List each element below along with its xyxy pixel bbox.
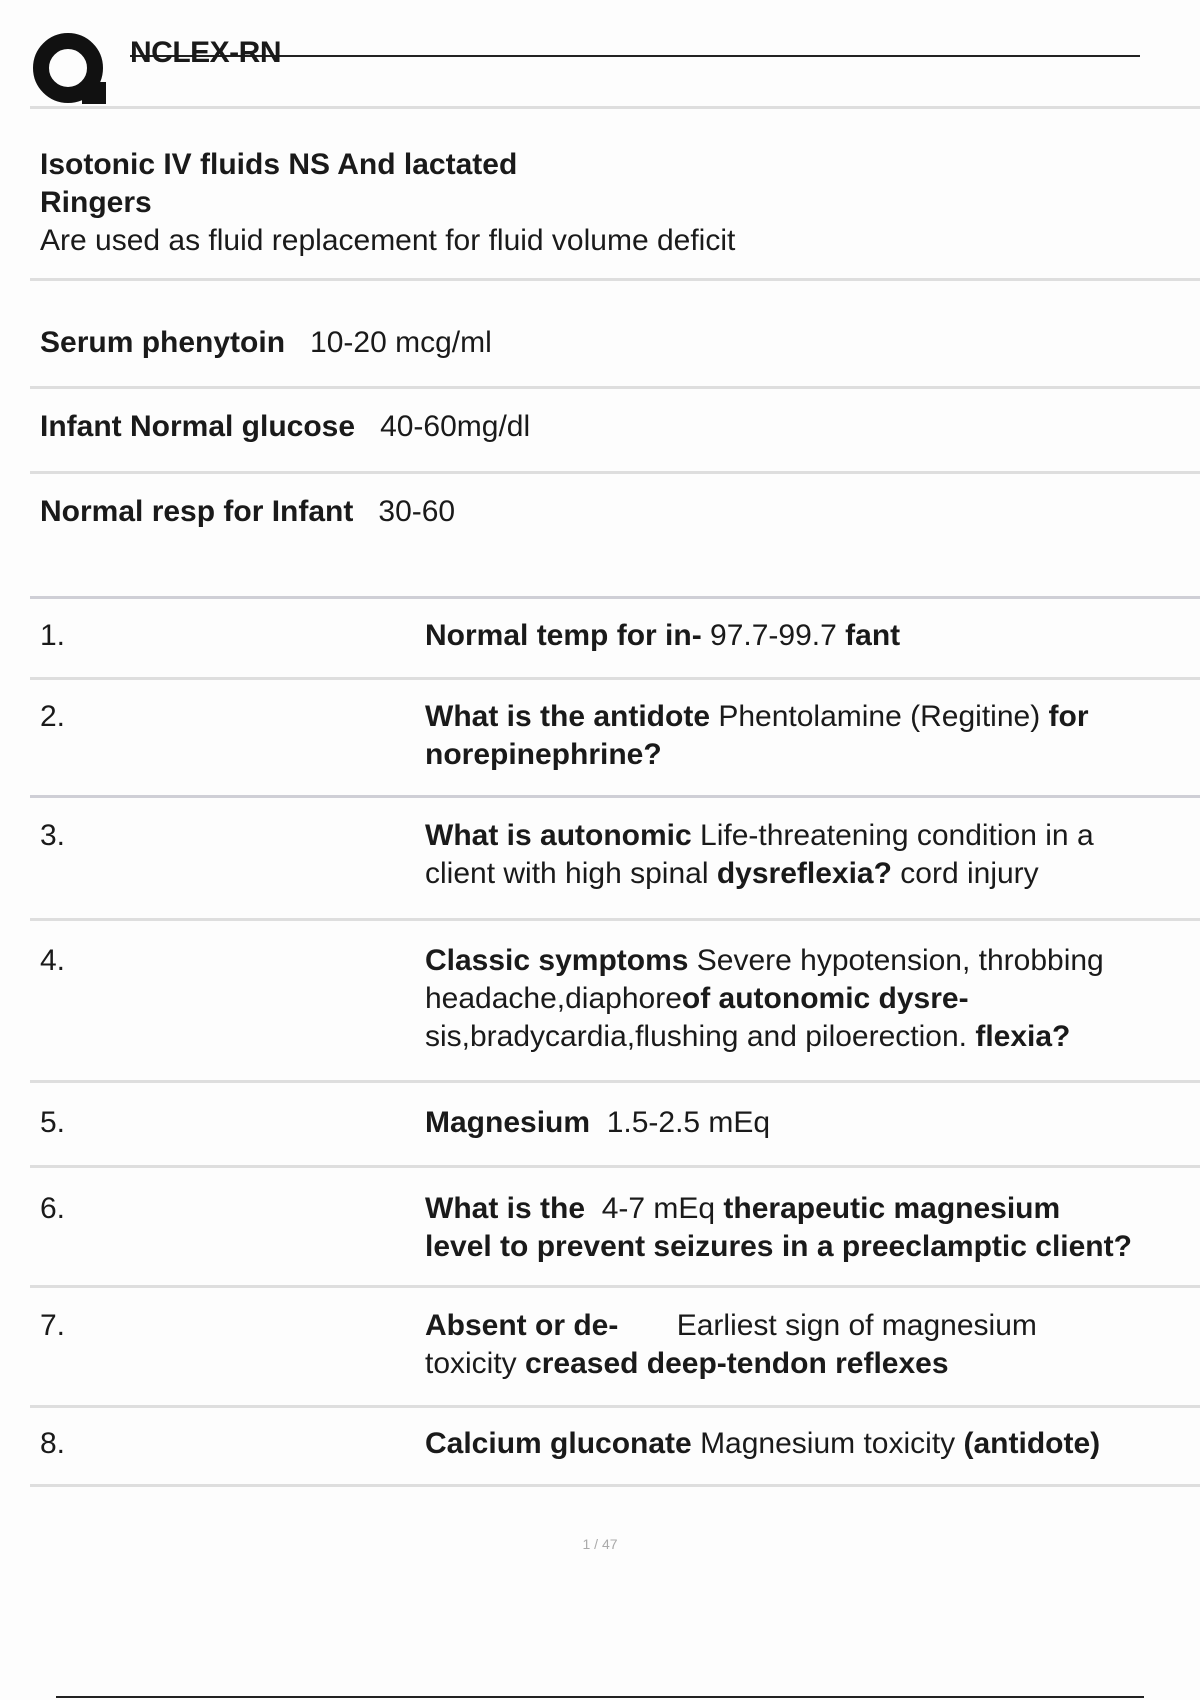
divider (30, 596, 1200, 599)
card-definition: Severe hypotension, throbbing (696, 944, 1104, 977)
card-term: therapeutic magnesium (723, 1192, 1061, 1225)
card-definition: headache,diaphore (425, 982, 682, 1015)
card-term: Classic symptoms (425, 944, 689, 977)
term-definition: 30-60 (378, 495, 456, 528)
page-header (30, 28, 1140, 108)
term-entry (40, 493, 455, 531)
card-term: flexia? (975, 1020, 1071, 1053)
card-definition: cord injury (900, 857, 1039, 890)
divider (30, 1405, 1200, 1408)
card-definition: 1.5-2.5 mEq (606, 1106, 771, 1139)
term-definition: 10-20 mcg/ml (310, 326, 492, 359)
card-term: of autonomic dysre- (681, 982, 969, 1015)
card-content (425, 617, 1195, 655)
divider (30, 1080, 1200, 1083)
card-number: 4. (40, 944, 66, 977)
card-content (425, 1190, 1195, 1266)
card-content (425, 698, 1195, 774)
card-definition: Phentolamine (Regitine) (718, 700, 1041, 733)
card-content (425, 942, 1195, 1056)
card-number: 5. (40, 1106, 66, 1139)
card-definition: Life-threatening condition in a (700, 819, 1094, 852)
header-title: NCLEX-RN (130, 36, 281, 69)
term-entry (40, 146, 735, 260)
card-number: 7. (40, 1309, 66, 1342)
divider (30, 1165, 1200, 1168)
divider (30, 918, 1200, 921)
card-content (425, 1104, 1195, 1142)
card-definition: Earliest sign of magnesium (676, 1309, 1037, 1342)
divider (30, 677, 1200, 680)
divider (30, 386, 1200, 389)
card-number: 8. (40, 1427, 66, 1460)
card-term: (antidote) (963, 1427, 1101, 1460)
footer-rule (56, 1696, 1144, 1698)
header-rule (130, 55, 1140, 57)
card-term: norepinephrine? (425, 738, 662, 771)
card-content (425, 1307, 1195, 1383)
card-definition: 4-7 mEq (601, 1192, 716, 1225)
divider (30, 795, 1200, 798)
card-term: Magnesium (425, 1106, 591, 1139)
card-number: 1. (40, 619, 66, 652)
divider (30, 278, 1200, 281)
card-number: 2. (40, 700, 66, 733)
divider (30, 1285, 1200, 1288)
term-entry (40, 408, 530, 446)
term-entry (40, 324, 492, 362)
divider (30, 106, 1200, 109)
term-title: Infant Normal glucose (40, 410, 356, 443)
card-term: What is autonomic (425, 819, 692, 852)
card-term: fant (845, 619, 901, 652)
divider (30, 1484, 1200, 1487)
divider (30, 471, 1200, 474)
card-term: for (1048, 700, 1089, 733)
card-number: 3. (40, 819, 66, 852)
card-term: What is the antidote (425, 700, 710, 733)
card-definition: toxicity (425, 1347, 517, 1380)
card-content (425, 817, 1195, 893)
card-term: level to prevent seizures in a preeclamptic client? (425, 1230, 1132, 1263)
card-term: Normal temp for in- (425, 619, 702, 652)
card-term: What is the (425, 1192, 586, 1225)
card-definition: sis,bradycardia,flushing and piloerection. (425, 1020, 967, 1053)
card-number: 6. (40, 1192, 66, 1225)
term-title: Normal resp for Infant (40, 495, 354, 528)
card-definition: client with high spinal (425, 857, 709, 890)
term-title: Serum phenytoin (40, 326, 286, 359)
card-definition: Magnesium toxicity (700, 1427, 956, 1460)
card-definition: 97.7-99.7 (710, 619, 837, 652)
term-definition: Are used as fluid replacement for fluid volume deficit (40, 224, 736, 257)
term-title: Isotonic IV fluids NS And lactated (40, 148, 518, 181)
card-term: Calcium gluconate (425, 1427, 692, 1460)
card-content (425, 1425, 1195, 1463)
term-definition: 40-60mg/dl (380, 410, 531, 443)
card-term: dysreflexia? (716, 857, 892, 890)
q-logo-icon (32, 30, 108, 106)
term-title: Ringers (40, 186, 152, 219)
card-term: creased deep-tendon reflexes (525, 1347, 949, 1380)
page-indicator: 1 / 47 (582, 1536, 618, 1552)
card-term: Absent or de- (425, 1309, 619, 1342)
